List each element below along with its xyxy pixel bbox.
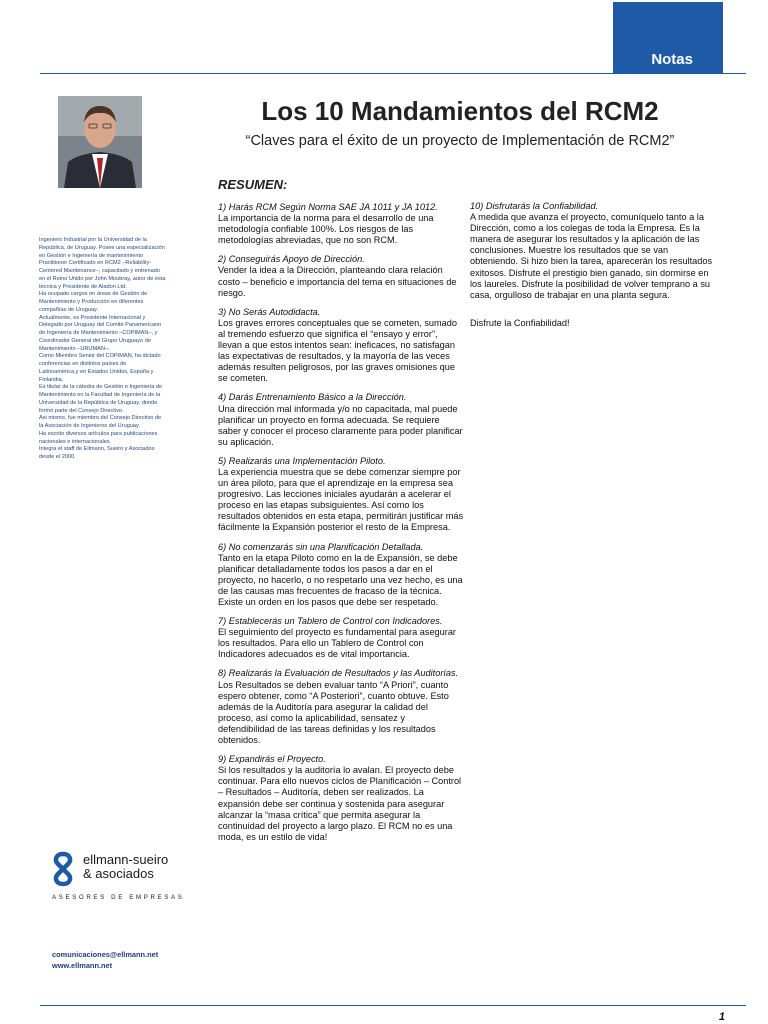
- commandment-body: La importancia de la norma para el desarrollo de una metodología confiable 100%. Los riesgos de las metodologías abreviadas, que no son RCM.: [218, 213, 434, 246]
- bio-paragraph: Ha escrito diversos artículos para publicaciones nacionales e internacionales.: [39, 430, 158, 445]
- commandment-title: 4) Darás Entrenamiento Básico a la Dirección.: [218, 392, 407, 403]
- company-name-line1: ellmann-sueiro: [83, 852, 169, 867]
- commandment-body: El seguimiento del proyecto es fundamental para asegurar los resultados. Para ello un Tablero de Control con Indicadores adecuados es de vital importancia.: [218, 627, 456, 660]
- commandment-body: Tanto en la etapa Piloto como en la de Expansión, se debe planificar detalladamente todos los pasos a dar en el proyecto, no hacerlo, o no respetarlo una vez hecho, es una de las causas mas frecuentes de fracaso de la técnica. Existe un orden en los pasos que debe ser respetado.: [218, 552, 463, 607]
- article-column-left: [218, 202, 464, 851]
- bio-paragraph: Actualmente, es Presidente Internacional y Delegado por Uruguay del Comité Panamericano de Ingeniería de Mantenimiento –COPIMAN–, y Coordinador General del Grupo Uruguayo de Mantenimiento –URUMAN–.: [39, 314, 162, 352]
- commandment-body: Si los resultados y la auditoría lo avalan. El proyecto debe continuar. Para ello nuevos ciclos de Planificación – Control – Resultados – Auditoría, deben ser realizados. La expansión debe ser continua y sostenida para asegurar alcanzar la “masa crítica” que permita asegurar la continuidad del proyecto a largo plazo. El RCM no es una moda, es un estilo de vida!: [218, 765, 462, 842]
- company-logo-icon: [50, 851, 76, 887]
- article-title: Los 10 Mandamientos del RCM2: [261, 96, 659, 126]
- bio-paragraph: Ingeniero Industrial por la Universidad de la República, de Uruguay. Posee una especialización en Gestión e Ingeniería de mantenimiento Practitioner Certificado en RCM2 –Reliability-Centered Maintenance–, capacitado y entrenado en el Reino Unido por John Moubray, autor de ésta técnica y Presidente de Aladon Ltd.: [39, 237, 166, 290]
- section-label: Notas: [651, 51, 693, 68]
- bio-paragraph: Ha ocupado cargos en áreas de Gestión de Mantenimiento y Producción en diferentes compañías de Uruguay.: [39, 291, 148, 313]
- bio-paragraph: Como Miembro Senior del COPIMAN, ha dictado conferencias en distintos países de Latinoamérica,y en Estados Unidos, España y Finlandia.: [39, 353, 161, 383]
- bio-paragraph: Asi mismo, fue miembro del Consejo Directivo de la Asociación de Ingenieros del Uruguay.: [39, 415, 162, 429]
- footer-divider: [40, 1005, 746, 1006]
- author-photo: [58, 96, 142, 188]
- contact-info: [52, 950, 158, 971]
- company-name-line2: & asociados: [83, 866, 154, 881]
- commandment-1: [218, 202, 464, 246]
- article-subtitle: “Claves para el éxito de un proyecto de Implementación de RCM2”: [245, 133, 675, 149]
- commandment-10: [470, 201, 716, 301]
- commandment-3: [218, 307, 464, 385]
- section-tab: [613, 2, 723, 74]
- commandment-5: [218, 456, 464, 534]
- commandment-4: [218, 392, 464, 447]
- company-tagline: ASESORES DE EMPRESAS: [52, 894, 185, 901]
- commandment-title: 1) Harás RCM Según Norma SAE JA 1011 y JA 1012.: [218, 202, 438, 212]
- bio-paragraph: Es titular de la cátedra de Gestión e Ingeniería de Mantenimiento en la Facultad de Ingeniería de la Universidad de la República de Uruguay, donde formó parte del Consejo Directivo.: [39, 384, 163, 414]
- commandment-title: 10) Disfrutarás la Confiabilidad.: [470, 201, 599, 211]
- commandment-body: Los graves errores conceptuales que se cometen, sumado al tremendo esfuerzo que significa el “ensayo y error”, llevan a que estos intentos sean: ineficaces, no satisfagan las expectativas de resultados, y la mayoría de las veces además resulten peligrosos, por las graves omisiones que se cometen.: [218, 317, 458, 384]
- contact-email[interactable]: comunicaciones@ellmann.net: [52, 950, 159, 959]
- commandment-title: 9) Expandirás el Proyecto.: [218, 754, 326, 765]
- company-name: [83, 853, 168, 881]
- bio-paragraph: Integra el staff de Ellmann, Sueiro y Asociados desde el 2000.: [39, 446, 155, 460]
- commandment-title: 5) Realizarás una Implementación Piloto.: [218, 455, 386, 466]
- commandment-2: [218, 254, 464, 298]
- commandment-body: La experiencia muestra que se debe comenzar siempre por un área piloto, para que el aprendizaje en la empresa sea progresivo. Las lecciones iniciales ayudarán a acelerar el proceso en las etapas subsiguientes. Así como los resultados obtenidos en esta etapa, permitirán justificar más fácilmente la Expansión posterior el resto de la Empresa.: [218, 466, 464, 533]
- commandment-body: A medida que avanza el proyecto, comuníquelo tanto a la Dirección, como a los colegas de toda la Empresa. Es la manera de asegurar los resultados y la aplicación de las conclusiones. Muestre los resultados que se van obteniendo. Si hizo bien la tarea, aparecerán los resultados exitosos. Disfrute el prestigio bien ganado, sin dormirse en los laureles. Disfrute la posibilidad de volver temprano a su casa, orgulloso de trabajar en una planta segura.: [470, 212, 713, 300]
- page-number: 1: [718, 1011, 725, 1023]
- commandment-title: 3) No Serás Autodidacta.: [218, 306, 321, 317]
- commandment-title: 8) Realizarás la Evaluación de Resultados y las Auditorías.: [218, 668, 459, 679]
- commandment-body: Vender la idea a la Dirección, planteando clara relación costo – beneficio e importancia del tema en situaciones de riesgo.: [218, 265, 457, 298]
- commandment-7: [218, 616, 464, 660]
- commandment-body: Los Resultados se deben evaluar tanto “A Priori”, cuanto espero obtener, como “A Posteriori”, cuanto obtuve. Esto además de la Auditoría para asegurar la calidad del proceso, así como la aplicabilidad, sensatez y defendibilidad de las tareas definidas y los resultados obtenidos.: [218, 679, 449, 746]
- contact-website[interactable]: www.ellmann.net: [52, 960, 113, 970]
- header-divider: [40, 73, 746, 74]
- commandment-title: 7) Establecerás un Tablero de Control con Indicadores.: [218, 616, 443, 627]
- commandment-9: [218, 754, 464, 843]
- commandment-title: 2) Conseguirás Apoyo de Dirección.: [218, 254, 365, 265]
- commandment-title: 6) No comenzarás sin una Planificación Detallada.: [218, 541, 424, 552]
- article-column-right: [470, 201, 716, 338]
- summary-heading: RESUMEN:: [218, 177, 288, 192]
- commandment-8: [218, 668, 464, 746]
- commandment-6: [218, 542, 464, 609]
- commandment-body: Una dirección mal informada y/o no capacitada, mal puede planificar un proyecto en forma adecuada. Se requiere saber y conocer el proceso claramente para poder planificar su aplicación.: [218, 403, 463, 447]
- closing-line: Disfrute la Confiabilidad!: [470, 317, 570, 328]
- author-bio: [39, 237, 167, 462]
